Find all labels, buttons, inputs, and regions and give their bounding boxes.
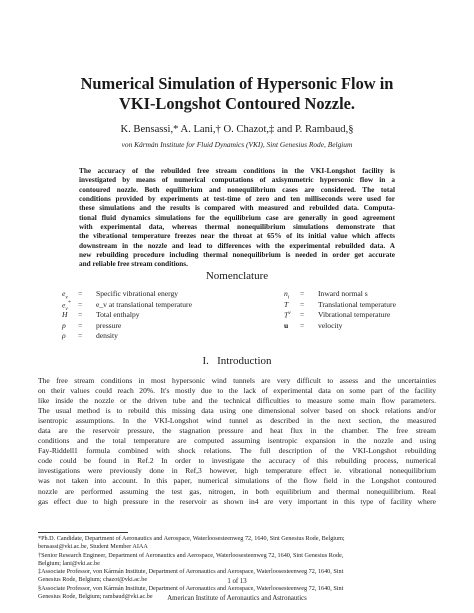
nomenclature-symbol: $T^v$ <box>284 310 291 320</box>
nomenclature-symbol: H <box>62 310 68 320</box>
nomenclature-description: pressure <box>96 320 122 330</box>
footnote-line: †Senior Research Engineer, Department of Aeronautics and Aerospace, Waterloosesteenweg 72, 1640, Sint Genesius Rode, <box>38 551 344 559</box>
body-line: conditions and the total temperature are computed assuming isentropic expansion in the nozzle and using <box>38 436 436 446</box>
abstract-line: these simulations and the results is compared with measured and rebuilded data. Computa- <box>79 204 395 213</box>
nomenclature-symbol: T <box>284 299 289 309</box>
abstract-line: tional fluid dynamics simulations for the equilibrium case are generally in good agreement <box>79 213 395 222</box>
nomenclature-equals: = <box>300 289 305 298</box>
nomenclature-right-column <box>284 289 444 331</box>
paper-title <box>0 74 474 114</box>
body-line: The usual method is to rebuild this missing data using one dimensional solver based on shock relations and/or <box>38 406 436 416</box>
abstract-line: investigated by means of numerical computations of axisymmetric hypersonic flow in a <box>79 176 395 185</box>
body-line: was not taken into account. In this paper, numerical simulations of the flow field in the Longshot contoured <box>38 476 436 486</box>
nomenclature-symbol: p <box>62 320 66 330</box>
nomenclature-equals: = <box>78 299 83 309</box>
nomenclature-row <box>284 321 444 332</box>
nomenclature-heading: Nomenclature <box>205 270 269 282</box>
body-line: isentropic assumptions. In the VKI-Longshot wind tunnel as described in the next section, the measured <box>38 416 436 426</box>
nomenclature-row <box>62 289 262 300</box>
nomenclature-row <box>62 321 262 332</box>
nomenclature-equals: = <box>300 310 305 320</box>
abstract-line: new rebuilding procedure including thermal nonequilibrium is needed in order get accurate <box>79 251 395 260</box>
title-line-1: Numerical Simulation of Hypersonic Flow in <box>80 74 394 93</box>
nomenclature-symbol: $e_v$ <box>62 289 68 301</box>
journal-name: American Institute of Aeronautics and Astronautics <box>167 595 307 602</box>
nomenclature-row <box>62 300 262 311</box>
abstract <box>79 167 395 270</box>
body-line: nozzle are performed assuming the test gas, nitrogen, in both equilibrium and thermal nonequilibrium. Real <box>38 486 436 496</box>
body-line: data are the reservoir pressure, the stagnation pressure and heat flux in the chamber. The free stream <box>38 426 436 436</box>
section-heading <box>0 355 474 367</box>
nomenclature-description: Specific vibrational energy <box>96 289 179 298</box>
footnote-line: Genesius Rode, Belgium; rambaud@vki.ac.be <box>38 593 153 601</box>
footnote-line: Belgium; lani@vki.ac.be <box>38 559 100 567</box>
abstract-line: contoured nozzle. Both equilibrium and nonequilibrium cases are considered. The total <box>79 185 395 194</box>
body-line: like inside the nozzle or the driven tube and the technical difficulties to measure some main flow parameters. <box>38 396 436 406</box>
nomenclature-equals: = <box>78 331 83 341</box>
title-line-2: VKI-Longshot Contoured Nozzle. <box>119 94 355 113</box>
body-line: gas effect due to high pressure in the reservoir as shown in4 are very important in this type of facility where <box>38 496 436 506</box>
nomenclature-description: Inward normal s <box>318 289 368 298</box>
body-line: on their values could reach 20%. It's mostly due to the lack of experimental data on some part of the facility <box>38 386 436 396</box>
body-line: investigations were previously done in Ref,3 however, high temperature effect ie. vibrational nonequilibrium <box>38 466 436 476</box>
nomenclature-equals: = <box>300 299 305 309</box>
nomenclature-equals: = <box>78 310 83 320</box>
author-list: K. Bensassi,* A. Lani,† O. Chazot,‡ and P. Rambaud,§ <box>120 124 354 135</box>
nomenclature-symbol: ρ <box>62 331 66 341</box>
nomenclature-description: Total enthalpy <box>96 310 140 320</box>
nomenclature-row <box>284 289 444 300</box>
abstract-line: The accuracy of the rebuilded free stream conditions in the VKI-Longshot facility is <box>79 167 395 175</box>
footnote-rule <box>38 532 128 533</box>
nomenclature-description: Translational temperature <box>318 299 396 309</box>
nomenclature-symbol: $n_i$ <box>284 289 290 301</box>
footnote-line: *Ph.D. Candidate, Department of Aeronautics and Aerospace, Waterloosesteenweg 72, 1640, Sint Genesius Rode, Belgium; <box>38 535 345 542</box>
nomenclature-description: density <box>96 331 118 341</box>
abstract-line: the vibrational temperature freezes near the throat at 65% of its initial value which affects <box>79 232 395 241</box>
nomenclature-equals: = <box>300 320 305 330</box>
nomenclature-symbol: u <box>284 320 289 330</box>
footnotes <box>38 535 436 601</box>
footnote-line: Genesius Rode, Belgium; chazot@vki.ac.be <box>38 576 148 584</box>
nomenclature-description: Vibrational temperature <box>318 310 391 320</box>
nomenclature-description: velocity <box>318 320 343 330</box>
nomenclature-row <box>62 310 262 321</box>
nomenclature-equals: = <box>78 320 83 330</box>
nomenclature-row <box>284 310 444 321</box>
nomenclature-symbol: $e_v^*$ <box>62 299 71 312</box>
abstract-line: and reliable free stream conditions. <box>79 260 188 269</box>
nomenclature-row <box>62 331 262 342</box>
nomenclature-row <box>284 300 444 311</box>
section-number: I. <box>202 355 209 367</box>
abstract-line: with experimental data, whereas thermal nonequilibrium simulations demonstrate that <box>79 223 395 232</box>
abstract-line: conditions provided by experiments at test-time of zero and ten milliseconds were used for <box>79 195 395 204</box>
nomenclature-description: e_v at translational temperature <box>96 299 192 309</box>
footnote-line: bensassi@vki.ac.be, Student Member AIAA <box>38 543 148 551</box>
page-number: 1 of 13 <box>227 578 247 585</box>
introduction-body <box>38 376 436 507</box>
body-line: The free stream conditions in most hypersonic wind tunnels are very difficult to assess and the uncertainties <box>38 376 436 385</box>
abstract-line: downstream in the nozzle and lead to differences with the experimental rebuilded data. A <box>79 241 395 250</box>
footnote-line: ‡Associate Professor, von Kármán Institute, Department of Aeronautics and Aerospace, Waterloosesteenweg 72, 1640, Sint <box>38 568 344 576</box>
nomenclature-equals: = <box>78 289 83 298</box>
nomenclature-left-column <box>62 289 262 342</box>
footnote-line: §Associate Professor, von Kármán Institute, Department of Aeronautics and Aerospace, Waterloosesteenweg 72, 1640, Sint <box>38 584 344 592</box>
body-line: code could be found in Ref.2 In order to investigate the accuracy of this rebuilding process, numerical <box>38 456 436 466</box>
body-line: Fay-Riddell1 formula combined with shock relations. The full description of the VKI-Longshot rebuilding <box>38 446 436 456</box>
section-title: Introduction <box>217 355 272 367</box>
affiliation: von Kármán Institute for Fluid Dynamics (VKI), Sint Genesius Rode, Belgium <box>121 140 353 149</box>
